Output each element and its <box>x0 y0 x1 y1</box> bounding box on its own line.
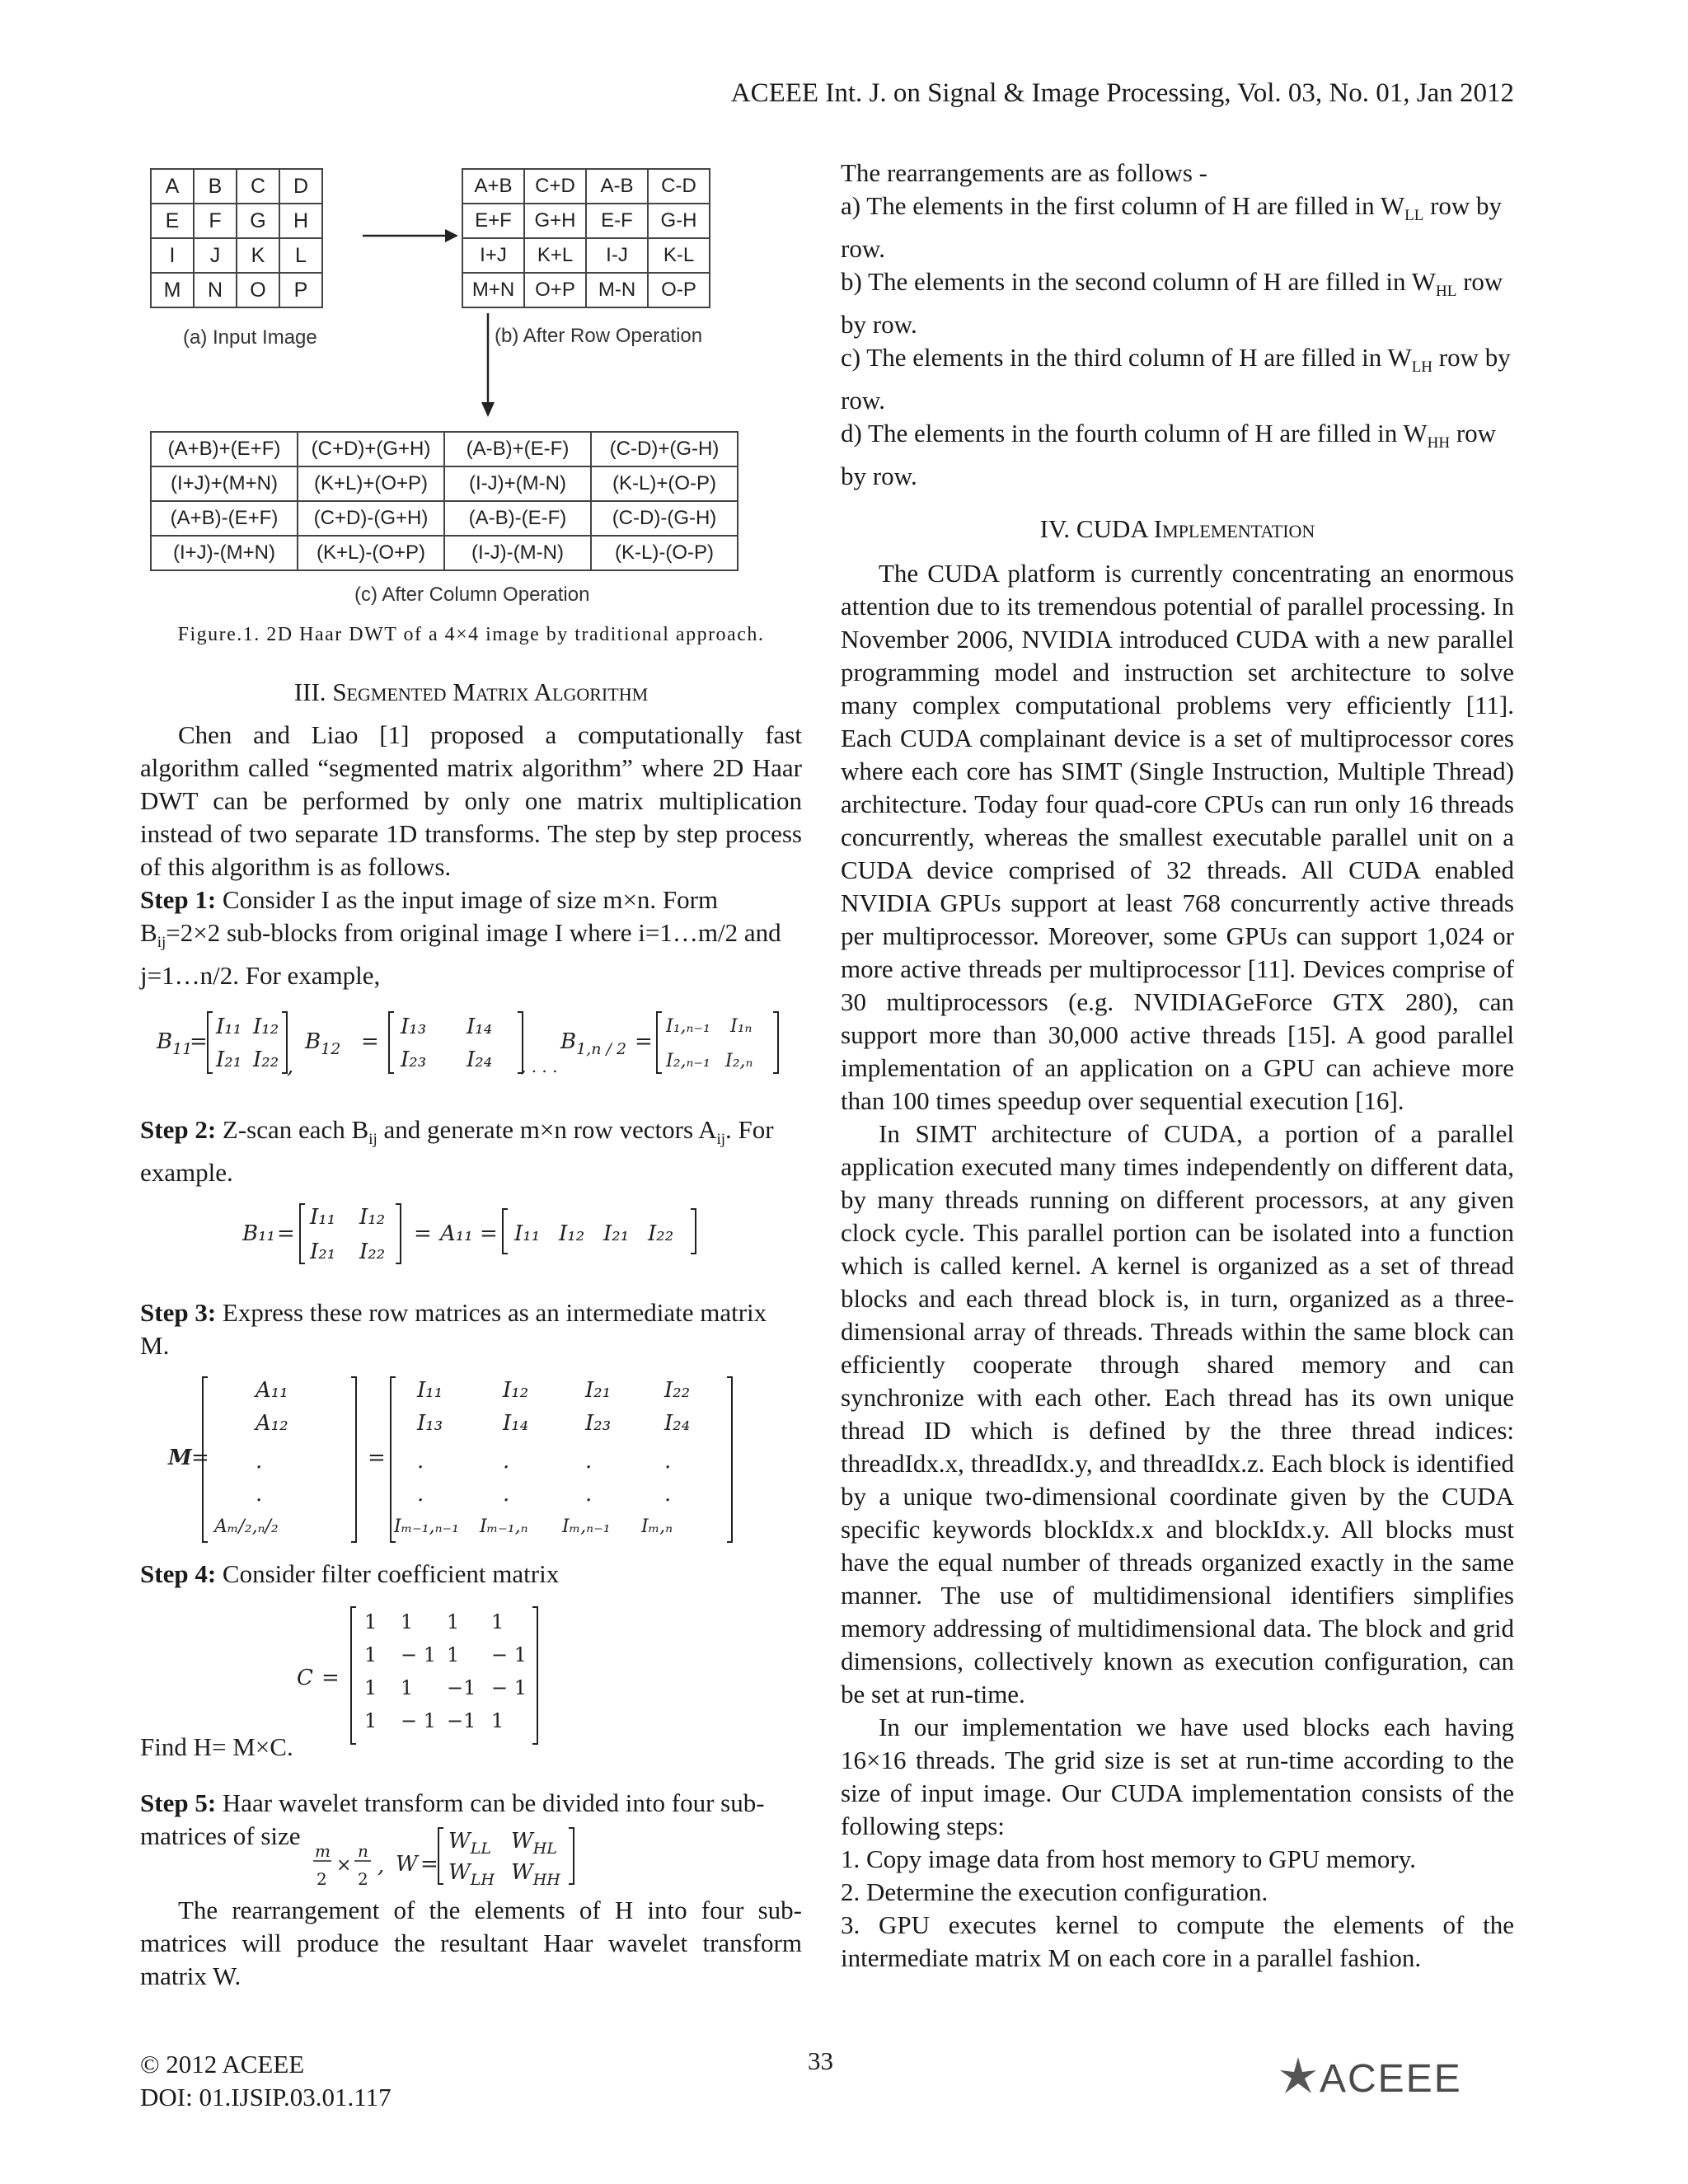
eq2-row-3: I₂₂ <box>648 1221 674 1246</box>
rearrangement-item <box>841 190 1514 265</box>
doi: DOI: 01.IJSIP.03.01.117 <box>140 2083 392 2111</box>
eq2-m-3: I₂₂ <box>359 1240 386 1264</box>
equation-intermediate-matrix <box>140 1371 802 1548</box>
eq1-b11: $B_{11}$ <box>157 1029 193 1058</box>
grid-cell: K+L <box>524 238 586 273</box>
label-input-image: (a) Input Image <box>183 326 317 349</box>
find-h-text: Find H= M×C. <box>140 1732 293 1761</box>
eq1-m3-0: I₁,ₙ₋₁ <box>666 1016 710 1037</box>
section-4-para-1: The CUDA platform is currently concentrating an enormous attention due to its tremendous potential of parallel processing. In November 2006, NVIDIA introduced CUDA with a new parallel programming model and instruction set architecture to solve many complex computational problems very efficiently [11]. Each CUDA complainant device is a set of multiprocessor cores where each core has SIMT (Single Instruction, Multiple Thread) architecture. Today four quad-core CPUs can run only 16 threads concurrently, whereas the smallest executable parallel unit on a CUDA device comprised of 32 threads. All CUDA enabled NVIDIA GPUs support at least 768 concurrently active threads per multiprocessor. Moreover, some GPUs can support 1,024 or more active threads per multiprocessor [11]. Devices comprise of 30 multiprocessors (e.g. NVIDIAGeForce GTX 280), can support more than 30,000 active threads [15]. A good parallel implementation of an application on a GPU can achieve more than 100 times speedup over sequential execution [16]. <box>841 559 1514 1115</box>
section-4-number: IV. <box>1039 514 1076 543</box>
grid-cell: (I+J)+(M+N) <box>151 466 298 501</box>
eq4-matrix-entry: 1 <box>401 1610 414 1633</box>
eq3-matrix-entry: Iₘ₋₁,ₙ₋₁ <box>394 1516 459 1537</box>
step-2-label: Step 2: <box>140 1115 217 1144</box>
eq1-m3-3: I₂,ₙ <box>725 1051 753 1071</box>
section-3-intro: Chen and Liao [1] proposed a computationally fast algorithm called “segmented matrix algorithm” where 2D Haar DWT can be performed by only one matrix multiplication instead of two separate 1D transforms. The step by step process of this algorithm is as follows. <box>140 720 802 881</box>
eq1-m2-1: I₁₄ <box>467 1015 493 1039</box>
grid-cell: (A+B)-(E+F) <box>151 501 298 536</box>
eq5-w-hl: $W_{HL}$ <box>511 1829 557 1858</box>
eq4-matrix-entry: −1 <box>447 1676 476 1699</box>
rearrangement-b: row by row. <box>841 267 1503 339</box>
eq5-frac1-den: 2 <box>316 1869 327 1889</box>
step-1-text-b: =2×2 sub-blocks from original image I where i=1…m/2 and j=1…n/2. For example, <box>140 918 781 990</box>
grid-cell: M <box>151 273 194 307</box>
equation-wavelet-submatrices <box>140 1820 802 1889</box>
eq4-matrix-entry: 1 <box>364 1709 377 1732</box>
section-3-title: Segmented Matrix Algorithm <box>332 677 649 706</box>
rearrangement-list <box>841 190 1514 493</box>
grid-cell: (I-J)-(M-N) <box>444 536 591 570</box>
cuda-step: 3. GPU executes kernel to compute the elements of the intermediate matrix M on each core in a parallel fashion. <box>841 1910 1514 1972</box>
eq1-m2-0: I₁₃ <box>401 1015 427 1039</box>
left-column <box>140 157 802 1993</box>
eq3-matrix-entry: I₂₃ <box>585 1411 612 1436</box>
rearrangement-a: d) The elements in the fourth column of H are filled in W <box>841 419 1428 448</box>
label-column-operation: (c) After Column Operation <box>354 583 590 606</box>
grid-cell: F <box>194 204 237 238</box>
grid-cell: A <box>151 169 194 204</box>
aceee-logo-icon <box>1273 2052 1517 2102</box>
figure-caption: Figure.1. 2D Haar DWT of a 4×4 image by traditional approach. <box>177 624 765 645</box>
eq5-w-ll: $W_{LL}$ <box>448 1829 491 1858</box>
grid-cell: O <box>237 273 279 307</box>
eq3-matrix-entry: I₁₁ <box>417 1378 443 1403</box>
equation-filter-matrix <box>140 1599 802 1764</box>
grid-cell: E <box>151 204 194 238</box>
rearrangement-a: b) The elements in the second column of H are filled in W <box>841 267 1436 296</box>
aceee-logo <box>1273 2052 1517 2102</box>
eq2-equals-3: = <box>480 1221 498 1246</box>
eq3-matrix-entry: Iₘ,ₙ <box>641 1516 673 1537</box>
grid-cell: D <box>279 169 322 204</box>
grid-cell: (K+L)-(O+P) <box>298 536 444 570</box>
page-number: 33 <box>808 2046 833 2075</box>
step-5-text: Haar wavelet transform can be divided into four sub-matrices of size <box>140 1788 765 1850</box>
eq1-b1n: $B_{1,n / 2}$ <box>560 1029 627 1058</box>
rearrangement-a: c) The elements in the third column of H are filled in W <box>841 343 1412 372</box>
grid-cell: G+H <box>524 204 586 238</box>
step-4-label: Step 4: <box>140 1559 217 1588</box>
rearrangement-b: row by row. <box>841 191 1503 263</box>
grid-cell: P <box>279 273 322 307</box>
eq3-matrix-entry: . <box>664 1482 672 1507</box>
step-2-subscript-1: ij <box>368 1131 377 1148</box>
grid-cell: (C+D)+(G+H) <box>298 432 444 466</box>
eq1-m1-3: I₂₂ <box>253 1047 279 1072</box>
eq3-left-entry: A₁₁ <box>256 1378 288 1403</box>
grid-cell: G-H <box>648 204 710 238</box>
section-4-para-3: In our implementation we have used blocks each having 16×16 threads. The grid size is set at run-time according to the size of input image. Our CUDA implementation consists of the following steps: <box>841 1713 1514 1840</box>
eq5-w-hh: $W_{HH}$ <box>511 1860 560 1889</box>
step-3-text: Express these row matrices as an intermediate matrix M. <box>140 1298 767 1360</box>
eq3-matrix-entry: . <box>503 1482 510 1507</box>
grid-cell: K <box>237 238 279 273</box>
eq3-matrix-entry: I₁₄ <box>503 1411 529 1436</box>
rearrangement-sub: LH <box>1411 359 1433 376</box>
grid-cell: I-J <box>586 238 648 273</box>
eq4-matrix-entry: −1 <box>447 1709 476 1732</box>
eq4-matrix-entry: − 1 <box>491 1643 528 1666</box>
eq3-left-entry: A₁₂ <box>256 1411 288 1436</box>
section-3-closing: The rearrangement of the elements of H into four sub-matrices will produce the resultant Haar wavelet transform matrix W. <box>140 1896 802 1990</box>
grid-cell: A+B <box>462 169 524 204</box>
eq1-m3-1: I₁ₙ <box>730 1016 753 1037</box>
rearrangement-b: row by row. <box>841 343 1511 415</box>
eq3-matrix-entry: I₂₄ <box>664 1411 691 1436</box>
rearrangement-item <box>841 417 1514 493</box>
eq3-matrix-entry: I₁₃ <box>417 1411 443 1436</box>
grid-cell: (K-L)+(O-P) <box>591 466 738 501</box>
eq3-matrix-entry: Iₘ,ₙ₋₁ <box>562 1516 611 1537</box>
grid-cell: (A+B)+(E+F) <box>151 432 298 466</box>
eq2-m-1: I₁₂ <box>359 1205 386 1230</box>
step-2-text-c: . For example. <box>140 1115 774 1187</box>
grid-cell: H <box>279 204 322 238</box>
eq4-matrix-entry: 1 <box>491 1610 504 1633</box>
section-4-para-2: In SIMT architecture of CUDA, a portion of a parallel application executed many times independently on different data, by many threads running on different processors, at any given clock cycle. This parallel portion can be isolated into a function which is called kernel. A kernel is organized as a set of thread blocks and each thread block is, in turn, organized as a three-dimensional array of threads. Threads within the same block can efficiently cooperate through shared memory and can synchronize with each other. Each thread has its own unique thread ID which is defined by the three thread indices: threadIdx.x, threadIdx.y, and threadIdx.z. Each block is identified by a unique two-dimensional coordinate given by the CUDA specific keywords blockIdx.x and blockIdx.y. All blocks must have the equal number of threads organized exactly in the same manner. The use of multidimensional identifiers simplifies memory addressing of multidimensional data. The block and grid dimensions, collectively known as execution configuration, can be set at run-time. <box>841 1119 1514 1708</box>
eq3-left-entry: . <box>256 1449 263 1474</box>
eq1-b12: $B_{12}$ <box>305 1029 341 1058</box>
eq5-equals: = <box>420 1852 438 1877</box>
eq3-left-entry: Aₘ/₂,ₙ/₂ <box>214 1516 279 1537</box>
cuda-steps-list <box>841 1843 1514 1975</box>
grid-cell: O+P <box>524 273 586 307</box>
eq4-lhs: C <box>297 1666 313 1690</box>
step-2 <box>140 1113 802 1189</box>
grid-cell: M-N <box>586 273 648 307</box>
grid-cell: C <box>237 169 279 204</box>
step-1-subscript: ij <box>157 934 166 951</box>
eq4-matrix-entry: − 1 <box>491 1676 528 1699</box>
equation-z-scan <box>140 1197 802 1272</box>
section-3-heading <box>140 676 802 709</box>
rearrangement-b: row by row. <box>841 419 1497 490</box>
eq3-matrix-entry: . <box>585 1482 593 1507</box>
eq4-matrix-entry: 1 <box>491 1709 504 1732</box>
eq1-sep-1: , <box>287 1054 294 1079</box>
eq3-matrix-entry: . <box>417 1482 424 1507</box>
eq4-matrix-entry: − 1 <box>401 1709 437 1732</box>
grid-cell: (C-D)-(G-H) <box>591 501 738 536</box>
rearrangement-sub: HH <box>1427 434 1451 452</box>
step-4 <box>140 1558 802 1591</box>
grid-cell: B <box>194 169 237 204</box>
step-3-label: Step 3: <box>140 1298 217 1327</box>
eq2-m-0: I₁₁ <box>310 1205 336 1230</box>
eq1-equals-3: = <box>635 1029 653 1054</box>
grid-cell: C-D <box>648 169 710 204</box>
step-1-label: Step 1: <box>140 885 217 914</box>
section-4-heading <box>841 513 1514 546</box>
grid-cell: K-L <box>648 238 710 273</box>
grid-cell: A-B <box>586 169 648 204</box>
eq2-row-1: I₁₂ <box>559 1221 585 1246</box>
eq4-matrix-entry: 1 <box>364 1643 377 1666</box>
eq2-row-2: I₂₁ <box>603 1221 630 1246</box>
grid-cell: J <box>194 238 237 273</box>
grid-cell: (A-B)-(E-F) <box>444 501 591 536</box>
section-3-number: III. <box>293 677 333 706</box>
grid-cell: (I-J)+(M-N) <box>444 466 591 501</box>
eq4-matrix-entry: 1 <box>447 1610 460 1633</box>
right-column <box>841 157 1514 1975</box>
eq3-matrix-entry: . <box>664 1449 672 1474</box>
eq3-matrix-entry: . <box>417 1449 424 1474</box>
eq2-equals-2: = <box>414 1221 432 1246</box>
eq3-matrix-entry: . <box>585 1449 593 1474</box>
eq5-frac2-den: 2 <box>358 1869 368 1889</box>
eq5-w-lh: $W_{LH}$ <box>448 1860 495 1889</box>
eq1-m2-2: I₂₃ <box>401 1047 427 1072</box>
grid-cell: (I+J)-(M+N) <box>151 536 298 570</box>
grid-cell: G <box>237 204 279 238</box>
rearrangement-intro: The rearrangements are as follows - <box>841 158 1207 187</box>
eq5-times: × <box>336 1855 352 1876</box>
rearrangement-a: a) The elements in the first column of H are filled in W <box>841 191 1405 220</box>
eq3-left-entry: . <box>256 1482 263 1507</box>
eq4-matrix-entry: 1 <box>364 1610 377 1633</box>
step-1-text-a: Consider I as the input image of size m×n. Form B <box>140 885 719 947</box>
eq3-matrix-entry: Iₘ₋₁,ₙ <box>480 1516 528 1537</box>
rearrangement-item <box>841 341 1514 417</box>
eq4-matrix-entry: 1 <box>447 1643 460 1666</box>
eq4-matrix-entry: 1 <box>401 1676 414 1699</box>
eq1-equals-2: = <box>361 1029 379 1054</box>
step-2-text-a: Z-scan each B <box>216 1115 369 1144</box>
step-3 <box>140 1296 802 1362</box>
eq4-matrix-entry: − 1 <box>401 1643 437 1666</box>
eq1-equals-1: = <box>190 1029 208 1054</box>
figure-arrows <box>140 157 802 602</box>
grid-cell: L <box>279 238 322 273</box>
grid-cell: E-F <box>586 204 648 238</box>
grid-cell: (C-D)+(G-H) <box>591 432 738 466</box>
cuda-step: 2. Determine the execution configuration. <box>841 1877 1268 1906</box>
grid-cell: (A-B)+(E-F) <box>444 432 591 466</box>
eq5-lhs: W <box>396 1852 418 1877</box>
eq3-matrix-entry: I₂₁ <box>585 1378 612 1403</box>
eq3-matrix-entry: I₂₂ <box>664 1378 691 1403</box>
svg-text:ACEEE: ACEEE <box>1320 2057 1462 2101</box>
eq3-lhs: M <box>168 1446 192 1470</box>
step-5-label: Step 5: <box>140 1788 217 1817</box>
eq3-matrix-entry: . <box>503 1449 510 1474</box>
eq3-matrix-entry: I₁₂ <box>503 1378 529 1403</box>
grid-cell: (C+D)-(G+H) <box>298 501 444 536</box>
eq2-equals-1: = <box>277 1221 295 1246</box>
journal-header: ACEEE Int. J. on Signal & Image Processing, Vol. 03, No. 01, Jan 2012 <box>730 78 1514 108</box>
eq5-frac2-num: n <box>358 1841 368 1861</box>
grid-cell: E+F <box>462 204 524 238</box>
grid-cell: C+D <box>524 169 586 204</box>
grid-cell: N <box>194 273 237 307</box>
eq3-equals-2: = <box>368 1446 386 1470</box>
grid-cell: O-P <box>648 273 710 307</box>
equation-sub-blocks <box>140 1005 802 1084</box>
section-4-title: CUDA Implementation <box>1076 514 1315 543</box>
eq4-matrix-entry: 1 <box>364 1676 377 1699</box>
eq1-m3-2: I₂,ₙ₋₁ <box>666 1051 710 1071</box>
eq5-comma: , <box>377 1854 385 1878</box>
figure-1 <box>140 157 802 606</box>
step-2-subscript-2: ij <box>716 1131 726 1148</box>
rearrangement-item <box>841 265 1514 341</box>
eq1-m1-2: I₂₁ <box>216 1047 242 1072</box>
eq1-m2-3: I₂₄ <box>467 1047 493 1072</box>
eq3-equals-1: = <box>191 1446 209 1470</box>
step-1 <box>140 883 802 992</box>
eq4-equals: = <box>321 1666 340 1690</box>
eq1-sep-2: , . . . <box>521 1057 558 1076</box>
eq2-rhs: A₁₁ <box>440 1221 473 1246</box>
eq1-m1-0: I₁₁ <box>216 1015 242 1039</box>
footer-left <box>140 2048 392 2114</box>
eq2-lhs: B₁₁ <box>242 1221 275 1246</box>
grid-cell: I+J <box>462 238 524 273</box>
eq2-m-2: I₂₁ <box>310 1240 336 1264</box>
grid-cell: I <box>151 238 194 273</box>
eq1-m1-1: I₁₂ <box>253 1015 279 1039</box>
eq5-frac1-num: m <box>315 1841 331 1861</box>
eq2-row-0: I₁₁ <box>514 1221 541 1246</box>
grid-cell: (K-L)-(O-P) <box>591 536 738 570</box>
grid-cell: (K+L)+(O+P) <box>298 466 444 501</box>
step-4-text: Consider filter coefficient matrix <box>216 1559 560 1588</box>
copyright: © 2012 ACEEE <box>140 2050 305 2079</box>
cuda-step: 1. Copy image data from host memory to GPU memory. <box>841 1844 1416 1873</box>
step-2-text-b: and generate m×n row vectors A <box>377 1115 717 1144</box>
grid-cell: M+N <box>462 273 524 307</box>
rearrangement-sub: LL <box>1404 207 1424 224</box>
label-row-operation: (b) After Row Operation <box>495 325 703 347</box>
rearrangement-sub: HL <box>1435 283 1457 300</box>
